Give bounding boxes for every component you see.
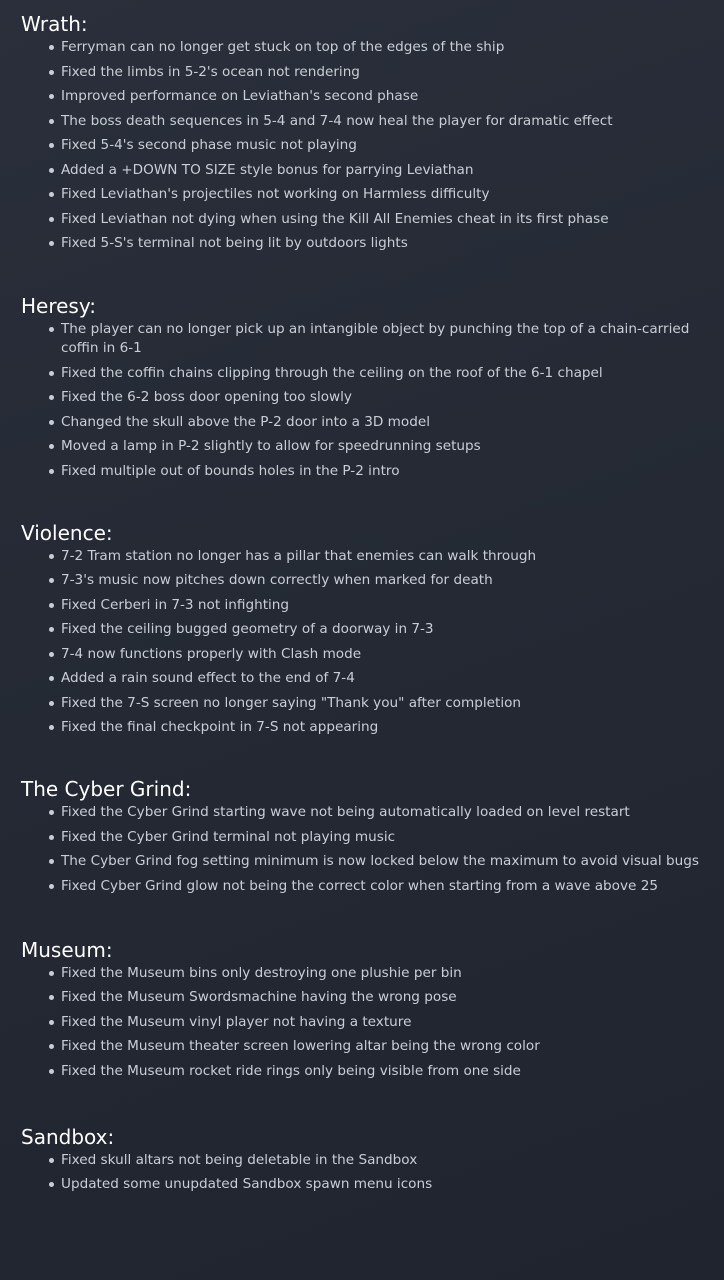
section-title: Violence: [21, 520, 113, 545]
list-item [49, 596, 704, 615]
bullet-icon [49, 395, 54, 400]
item-list [21, 964, 704, 1081]
list-item [49, 1175, 704, 1194]
bullet-icon [49, 701, 54, 706]
item-text: Fixed the Museum Swordsmachine having the wrong pose [61, 989, 457, 1005]
item-list [21, 320, 704, 481]
item-text: Fixed 5-S's terminal not being lit by outdoors lights [61, 235, 408, 251]
item-text: Fixed the limbs in 5-2's ocean not rendering [61, 63, 360, 80]
bullet-icon [49, 578, 54, 583]
item-text: Improved performance on Leviathan's second phase [61, 88, 419, 104]
item-list [21, 1151, 704, 1195]
item-text: The Cyber Grind fog setting minimum is now locked below the maximum to avoid visual bugs [61, 853, 699, 869]
bullet-icon [49, 119, 54, 124]
bullet-icon [49, 725, 54, 730]
list-item [49, 388, 704, 407]
bullet-icon [49, 603, 54, 608]
bullet-icon [49, 1020, 54, 1025]
bullet-icon [49, 859, 54, 864]
list-item [49, 185, 704, 204]
list-item [49, 413, 704, 432]
item-text: Fixed 5-4's second phase music not playing [61, 137, 357, 153]
item-text: Fixed skull altars not being deletable in the Sandbox [61, 1151, 418, 1168]
bullet-icon [49, 143, 54, 148]
item-text: Fixed the ceiling bugged geometry of a doorway in 7-3 [61, 621, 434, 637]
item-text: Fixed Leviathan not dying when using the Kill All Enemies cheat in its first phase [61, 210, 609, 227]
list-item [49, 852, 704, 871]
bullet-icon [49, 971, 54, 976]
list-item [49, 1151, 704, 1170]
list-item [49, 803, 704, 822]
list-item [49, 38, 704, 57]
list-item [49, 1013, 704, 1032]
bullet-icon [49, 835, 54, 840]
list-item [49, 437, 704, 456]
bullet-icon [49, 94, 54, 99]
item-text: Fixed Leviathan's projectiles not working on Harmless difficulty [61, 186, 490, 202]
list-item [49, 234, 704, 253]
list-item [49, 669, 704, 688]
item-text: Fixed Cyber Grind glow not being the correct color when starting from a wave above 25 [61, 877, 658, 894]
item-text: Moved a lamp in P-2 slightly to allow for speedrunning setups [61, 438, 481, 454]
item-text: Fixed the Museum bins only destroying one plushie per bin [61, 964, 462, 981]
item-text: Changed the skull above the P-2 door into a 3D model [61, 413, 431, 430]
bullet-icon [49, 371, 54, 376]
bullet-icon [49, 45, 54, 50]
item-text: Fixed the 6-2 boss door opening too slowly [61, 389, 352, 405]
list-item [49, 547, 704, 566]
item-list [21, 38, 704, 253]
item-text: Fixed the 7-S screen no longer saying "Thank you" after completion [61, 694, 522, 711]
bullet-icon [49, 217, 54, 222]
bullet-icon [49, 627, 54, 632]
list-item [49, 988, 704, 1007]
section-sandbox [21, 1123, 704, 1195]
list-item [49, 1062, 704, 1081]
list-item [49, 136, 704, 155]
bullet-icon [49, 192, 54, 197]
item-text: 7-4 now functions properly with Clash mode [61, 645, 362, 662]
bullet-icon [49, 241, 54, 246]
item-text: Fixed the coffin chains clipping through the ceiling on the roof of the 6-1 chapel [61, 364, 603, 381]
item-text: The boss death sequences in 5-4 and 7-4 now heal the player for dramatic effect [61, 112, 613, 129]
list-item [49, 571, 704, 590]
item-text: 7-2 Tram station no longer has a pillar that enemies can walk through [61, 547, 537, 564]
list-item [49, 828, 704, 847]
item-text: Fixed the Museum rocket ride rings only being visible from one side [61, 1062, 521, 1079]
bullet-icon [49, 1158, 54, 1163]
item-list [21, 547, 704, 738]
list-item [49, 320, 704, 358]
bullet-icon [49, 884, 54, 889]
item-text: Added a +DOWN TO SIZE style bonus for parrying Leviathan [61, 161, 474, 178]
bullet-icon [49, 995, 54, 1000]
bullet-icon [49, 469, 54, 474]
section-title: Wrath: [21, 12, 88, 36]
section-cyber-grind [21, 775, 704, 896]
item-text: 7-3's music now pitches down correctly when marked for death [61, 572, 493, 588]
item-text: Fixed the Cyber Grind terminal not playing music [61, 828, 396, 845]
section-title: Museum: [21, 937, 113, 962]
bullet-icon [49, 554, 54, 559]
list-item [49, 87, 704, 106]
section-title: The Cyber Grind: [21, 777, 192, 801]
item-text: Fixed the Museum theater screen lowering altar being the wrong color [61, 1038, 540, 1054]
list-item [49, 210, 704, 229]
list-item [49, 364, 704, 383]
item-text: Fixed the final checkpoint in 7-S not appearing [61, 719, 379, 735]
section-museum [21, 936, 704, 1081]
list-item [49, 718, 704, 737]
item-text: Fixed multiple out of bounds holes in the P-2 intro [61, 462, 400, 479]
bullet-icon [49, 70, 54, 75]
item-text: Fixed the Cyber Grind starting wave not being automatically loaded on level restart [61, 804, 630, 820]
list-item [49, 620, 704, 639]
bullet-icon [49, 420, 54, 425]
section-title: Heresy: [21, 294, 96, 318]
item-text: Fixed the Museum vinyl player not having a texture [61, 1013, 412, 1030]
section-heresy [21, 292, 704, 481]
bullet-icon [49, 810, 54, 815]
list-item [49, 694, 704, 713]
item-text: Added a rain sound effect to the end of 7-4 [61, 670, 355, 686]
list-item [49, 462, 704, 481]
bullet-icon [49, 676, 54, 681]
section-violence [21, 519, 704, 738]
section-wrath [21, 10, 704, 253]
list-item [49, 1037, 704, 1056]
bullet-icon [49, 1182, 54, 1187]
bullet-icon [49, 444, 54, 449]
list-item [49, 877, 704, 896]
item-text: Ferryman can no longer get stuck on top of the edges of the ship [61, 39, 505, 55]
bullet-icon [49, 652, 54, 657]
bullet-icon [49, 327, 54, 332]
item-list [21, 803, 704, 896]
bullet-icon [49, 1044, 54, 1049]
list-item [49, 63, 704, 82]
list-item [49, 645, 704, 664]
list-item [49, 964, 704, 983]
list-item [49, 112, 704, 131]
bullet-icon [49, 1069, 54, 1074]
item-text: Updated some unupdated Sandbox spawn menu icons [61, 1176, 433, 1192]
item-text: The player can no longer pick up an intangible object by punching the top of a chain-carried coffin in 6-1 [61, 321, 690, 356]
section-title: Sandbox: [21, 1124, 115, 1149]
item-text: Fixed Cerberi in 7-3 not infighting [61, 596, 290, 613]
list-item [49, 161, 704, 180]
bullet-icon [49, 168, 54, 173]
